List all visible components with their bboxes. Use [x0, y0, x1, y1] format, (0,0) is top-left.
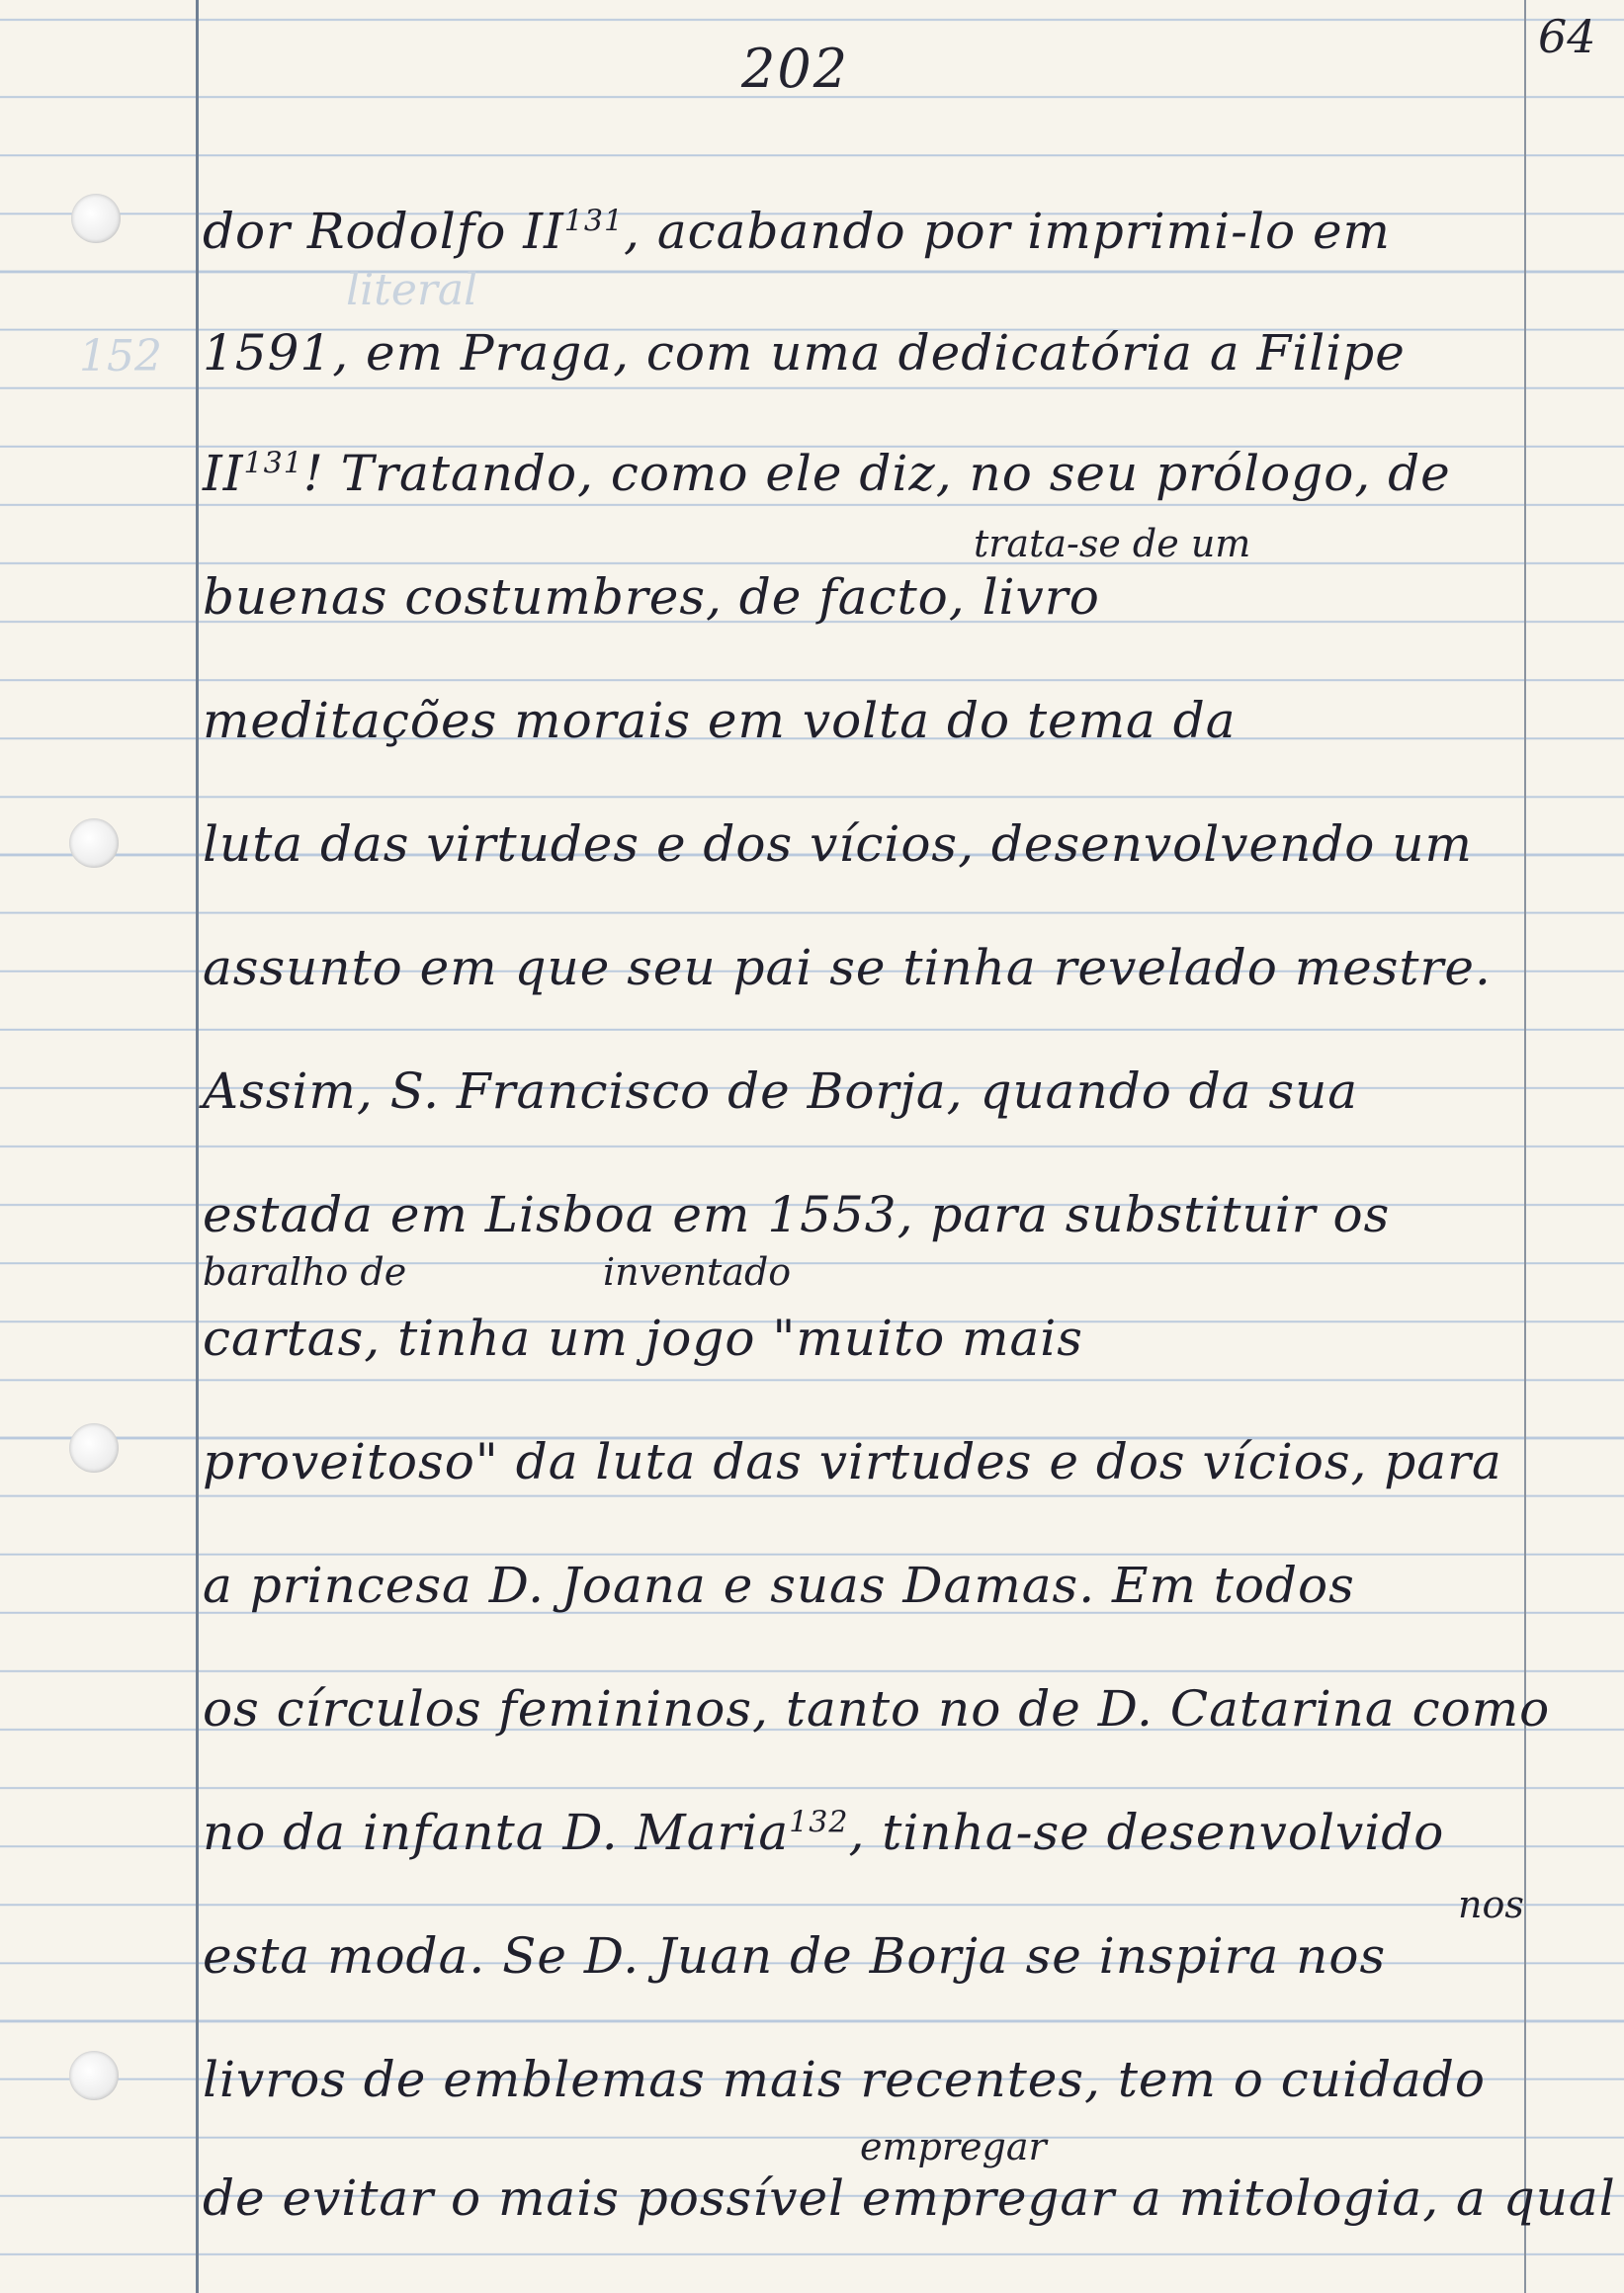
manuscript-line: 1591, em Praga, com uma dedicatória a Filipe	[203, 324, 1406, 382]
insertion-note: nos	[1458, 1883, 1524, 1926]
manuscript-line: proveitoso" da luta das virtudes e dos vícios, para	[203, 1433, 1502, 1490]
manuscript-line: esta moda. Se D. Juan de Borja se inspira nos	[203, 1927, 1387, 1985]
manuscript-line: dor Rodolfo II$^{131}$, acabando por imprimi-lo em	[203, 203, 1391, 260]
manuscript-line: Assim, S. Francisco de Borja, quando da sua	[203, 1062, 1359, 1120]
manuscript-line: II$^{131}$! Tratando, como ele diz, no seu prólogo, de	[203, 445, 1451, 502]
insertion-note: empregar	[860, 2125, 1047, 2168]
margin-line	[196, 0, 199, 2293]
punch-hole	[69, 2051, 119, 2100]
bleed-through-text: literal	[346, 265, 478, 315]
manuscript-line: meditações morais em volta do tema da	[203, 692, 1237, 749]
corner-number: 64	[1538, 10, 1596, 63]
manuscript-line: livros de emblemas mais recentes, tem o cuidado	[203, 2051, 1486, 2108]
punch-hole	[69, 1423, 119, 1473]
manuscript-line: os círculos femininos, tanto no de D. Catarina como	[203, 1680, 1551, 1738]
insertion-note: inventado	[603, 1250, 792, 1294]
manuscript-line: a princesa D. Joana e suas Damas. Em todos	[203, 1557, 1355, 1614]
manuscript-line: buenas costumbres, de facto, livro	[203, 568, 1100, 626]
manuscript-line: cartas, tinha um jogo "muito mais	[203, 1310, 1083, 1367]
manuscript-line: no da infanta D. Maria$^{132}$, tinha-se desenvolvido	[203, 1804, 1445, 1861]
manuscript-line: estada em Lisboa em 1553, para substituir os	[203, 1186, 1391, 1243]
punch-hole	[69, 818, 119, 868]
manuscript-line: de evitar o mais possível empregar a mitologia, a qual	[203, 2169, 1616, 2227]
manuscript-line: luta das virtudes e dos vícios, desenvolvendo um	[203, 815, 1473, 873]
punch-hole	[71, 194, 121, 243]
manuscript-line: assunto em que seu pai se tinha revelado mestre.	[203, 939, 1492, 996]
page-number: 202	[741, 38, 850, 100]
insertion-note: baralho de	[203, 1250, 407, 1294]
insertion-note: trata-se de um	[974, 522, 1251, 565]
bleed-through-text: 152	[79, 331, 162, 382]
